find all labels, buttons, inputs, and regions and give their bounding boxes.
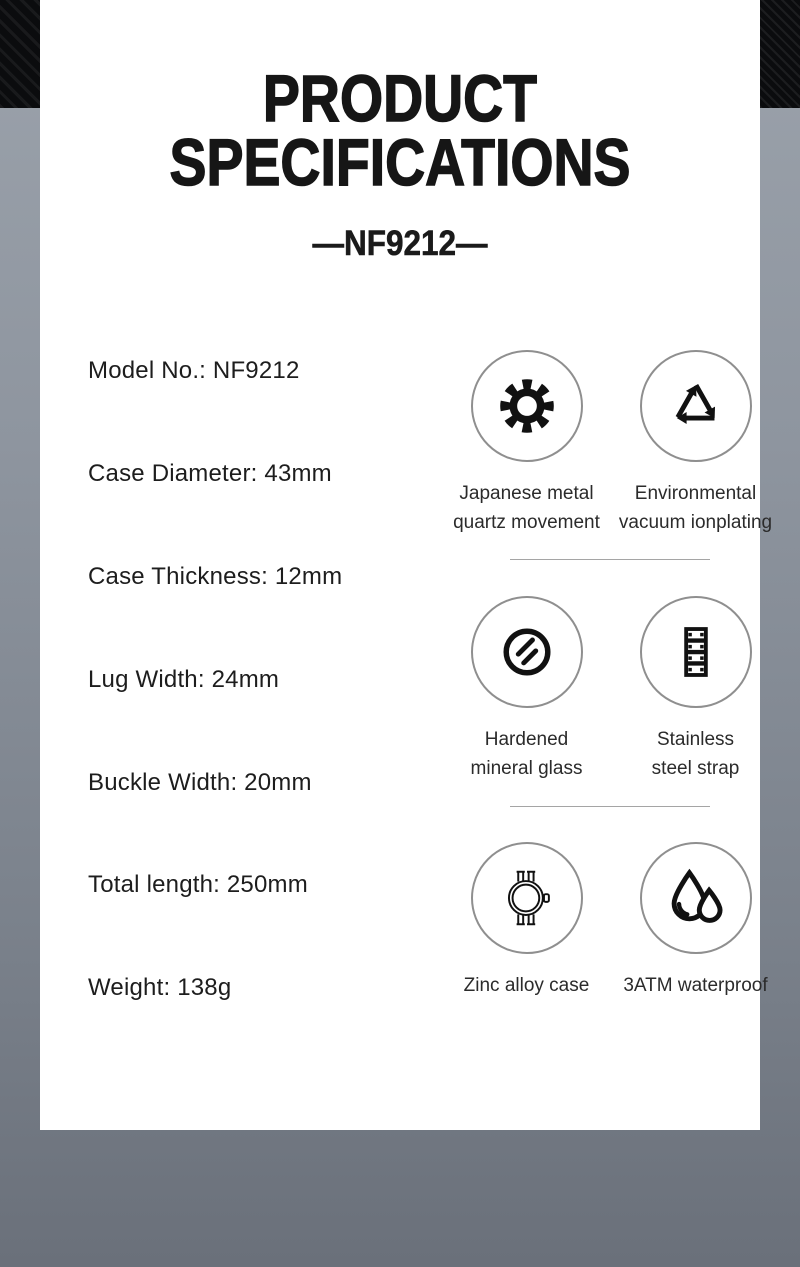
- spec-model-no: Model No.: NF9212: [88, 357, 300, 384]
- spec-row: [88, 974, 388, 1077]
- carbon-texture-top-right: [760, 0, 800, 108]
- page-title: [98, 61, 703, 199]
- icon-circle: [471, 842, 583, 954]
- spec-row: [88, 871, 388, 974]
- title-line-2: SPECIFICATIONS: [169, 125, 631, 199]
- icon-circle: [471, 350, 583, 462]
- spec-card: [40, 0, 773, 1130]
- divider-line: [510, 559, 710, 560]
- spec-lug-width: Lug Width: 24mm: [88, 665, 280, 693]
- feature-caption: Environmental vacuum ionplating: [618, 483, 773, 533]
- spec-buckle-width: Buckle Width: 20mm: [88, 768, 312, 796]
- spec-list: [88, 357, 388, 1077]
- feature-zinc-case: [442, 842, 611, 1000]
- spec-row: [88, 357, 388, 460]
- feature-caption: Zinc alloy case: [463, 975, 590, 996]
- spec-row: [88, 666, 388, 769]
- water-drop-icon: [661, 863, 731, 933]
- feature-waterproof: [611, 842, 780, 1000]
- feature-row-3: [442, 842, 780, 1000]
- spec-case-thickness: Case Thickness: 12mm: [88, 562, 343, 590]
- divider-line: [510, 806, 710, 807]
- carbon-texture-top-left: [0, 0, 40, 108]
- gear-icon: [492, 371, 562, 441]
- feature-quartz-movement: [442, 350, 611, 537]
- recycle-icon: [661, 371, 731, 441]
- mineral-glass-icon: [492, 617, 562, 687]
- feature-steel-strap: [611, 596, 780, 783]
- icon-circle: [640, 842, 752, 954]
- feature-caption: Japanese metal quartz movement: [453, 483, 600, 533]
- icon-circle: [471, 596, 583, 708]
- feature-row-2: [442, 596, 780, 783]
- feature-mineral-glass: [442, 596, 611, 783]
- spec-total-length: Total length: 250mm: [88, 871, 308, 899]
- feature-row-1: [442, 350, 780, 537]
- spec-row: [88, 769, 388, 872]
- spec-case-diameter: Case Diameter: 43mm: [88, 459, 332, 487]
- watch-case-icon: [492, 863, 562, 933]
- spec-row: [88, 563, 388, 666]
- icon-circle: [640, 350, 752, 462]
- feature-ionplating: [611, 350, 780, 537]
- spec-weight: Weight: 138g: [88, 974, 232, 1002]
- strap-icon: [661, 617, 731, 687]
- icon-circle: [640, 596, 752, 708]
- spec-row: [88, 460, 388, 563]
- feature-caption: Stainless steel strap: [651, 729, 740, 779]
- title-line-1: PRODUCT: [262, 61, 538, 135]
- feature-caption: Hardened mineral glass: [470, 729, 583, 779]
- model-number-subtitle: —NF9212—: [312, 224, 488, 263]
- feature-caption: 3ATM waterproof: [623, 975, 768, 996]
